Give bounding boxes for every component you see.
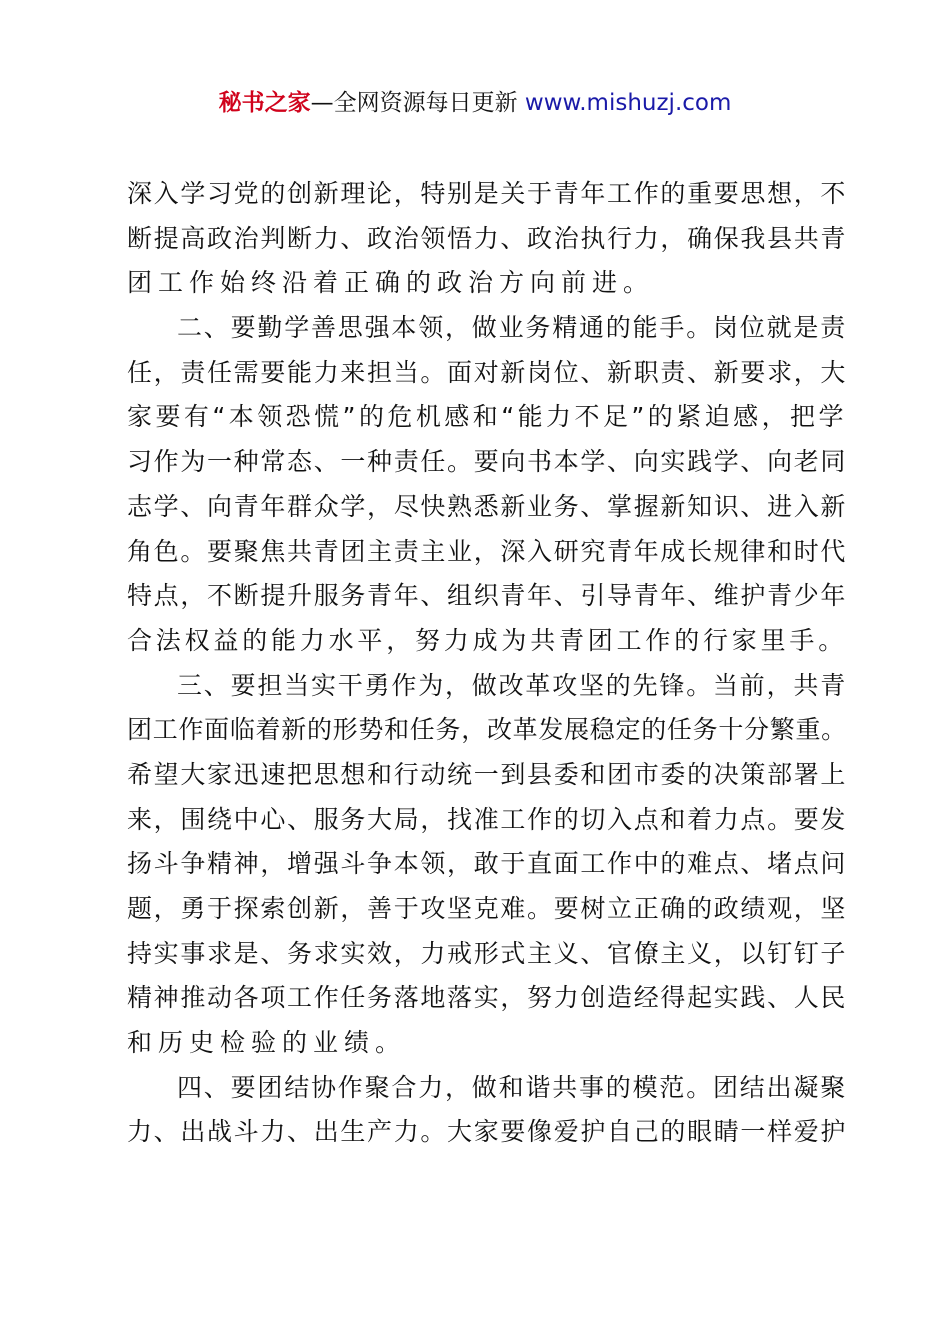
text-line: 希望大家迅速把思想和行动统一到县委和团市委的决策部署上 <box>127 759 848 789</box>
paragraph-start-line: 四、要团结协作聚合力，做和谐共事的模范。团结出凝聚 <box>177 1072 848 1102</box>
text-line: 特点，不断提升服务青年、组织青年、引导青年、维护青少年 <box>127 581 848 611</box>
text-line: 断提高政治判断力、政治领悟力、政治执行力，确保我县共青 <box>127 223 848 253</box>
text-line: 扬斗争精神，增强斗争本领，敢于直面工作中的难点、堵点问 <box>127 849 848 879</box>
text-line: 持实事求是、务求实效，力戒形式主义、官僚主义，以钉钉子 <box>127 938 848 968</box>
text-line: 题，勇于探索创新，善于攻坚克难。要树立正确的政绩观，坚 <box>127 894 848 923</box>
text-line: 团工作面临着新的形势和任务，改革发展稳定的任务十分繁重。 <box>127 715 847 745</box>
brand-name: 秘书之家 <box>218 90 311 116</box>
text-line: 角色。要聚焦共青团主责主业，深入研究青年成长规律和时代 <box>127 536 848 566</box>
text-line: 精神推动各项工作任务落地落实，努力创造经得起实践、人民 <box>127 983 848 1013</box>
text-line: 和历史检验的业绩。 <box>127 1028 407 1058</box>
text-line: 深入学习党的创新理论，特别是关于青年工作的重要思想，不 <box>127 179 848 208</box>
text-line: 来，围绕中心、服务大局，找准工作的切入点和着力点。要发 <box>127 804 848 834</box>
text-line: 志学、向青年群众学，尽快熟悉新业务、掌握新知识、进入新 <box>127 491 848 521</box>
website-link[interactable]: www.mishuzj.com <box>524 90 732 116</box>
text-line: 习作为一种常态、一种责任。要向书本学、向实践学、向老同 <box>127 447 848 477</box>
page-header <box>0 86 950 120</box>
paragraph-start-line: 三、要担当实干勇作为，做改革攻坚的先锋。当前，共青 <box>177 670 848 700</box>
header-tagline: —全网资源每日更新 <box>310 90 525 116</box>
text-line: 家要有“本领恐慌”的危机感和“能力不足”的紧迫感，把学 <box>127 402 847 432</box>
document-body <box>127 172 847 1155</box>
text-line: 力、出战斗力、出生产力。大家要像爱护自己的眼睛一样爱护 <box>127 1117 848 1147</box>
text-line: 合法权益的能力水平，努力成为共青团工作的行家里手。 <box>127 625 848 655</box>
text-line: 团工作始终沿着正确的政治方向前进。 <box>127 268 655 298</box>
paragraph-start-line: 二、要勤学善思强本领，做业务精通的能手。岗位就是责 <box>177 313 848 343</box>
text-line: 任，责任需要能力来担当。面对新岗位、新职责、新要求，大 <box>127 357 848 387</box>
